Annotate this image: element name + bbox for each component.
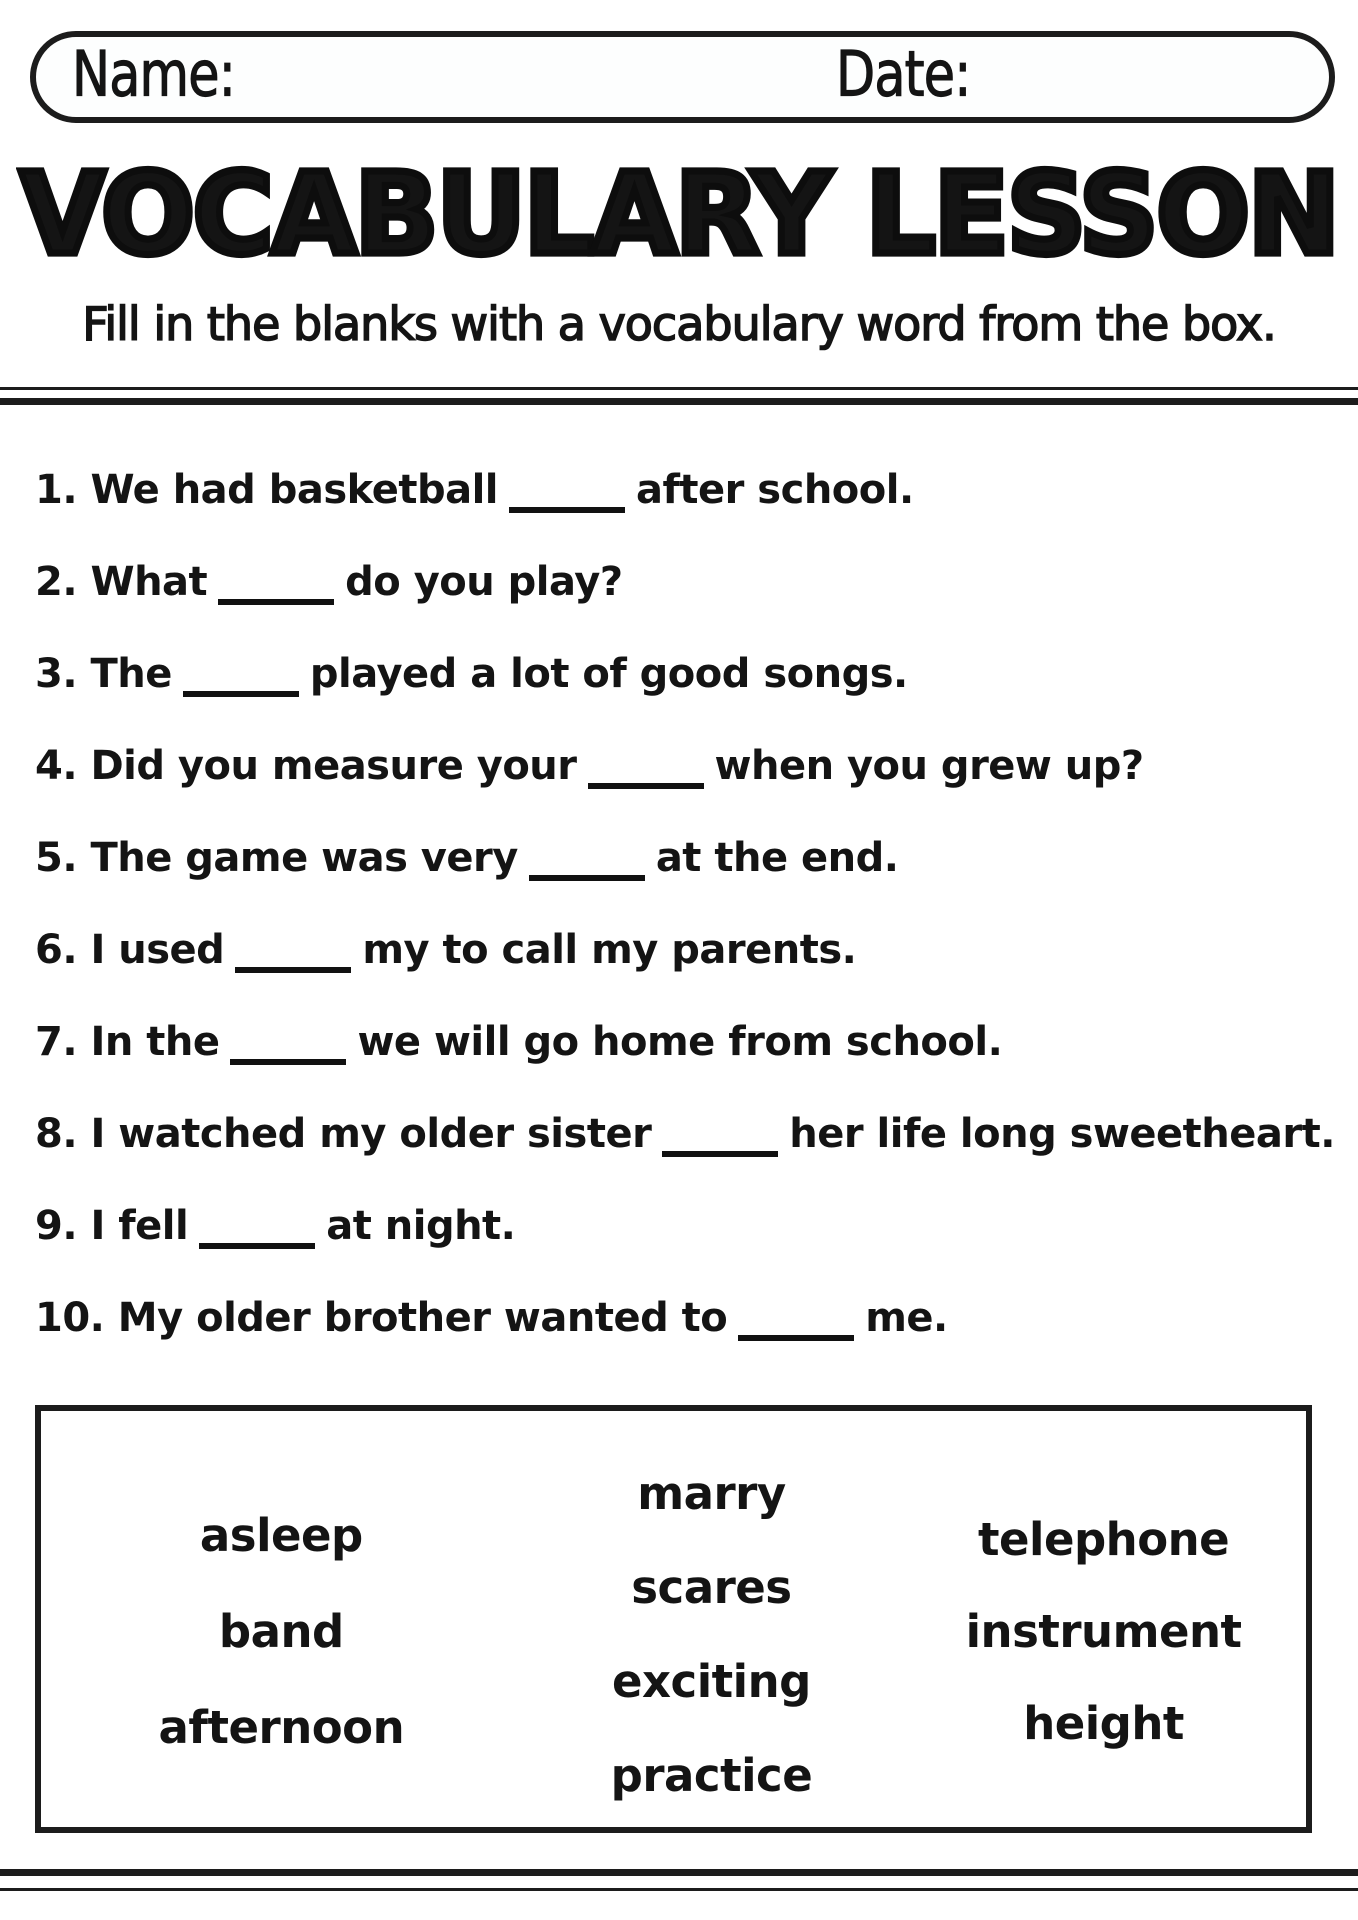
question-item-3 bbox=[35, 628, 1338, 720]
answer-blank[interactable] bbox=[199, 1219, 315, 1249]
question-text-after: my to call my parents. bbox=[362, 927, 857, 973]
question-text-before: 3. The bbox=[35, 651, 172, 697]
word-bank-word: marry bbox=[637, 1467, 786, 1520]
question-text-after: at night. bbox=[326, 1203, 516, 1249]
question-item-9 bbox=[35, 1180, 1338, 1272]
question-list bbox=[35, 444, 1338, 1364]
question-text-after: when you grew up? bbox=[714, 743, 1144, 789]
question-text-before: 7. In the bbox=[35, 1019, 220, 1065]
question-text-before: 6. I used bbox=[35, 927, 225, 973]
word-bank-word: afternoon bbox=[158, 1701, 405, 1754]
question-text-before: 8. I watched my older sister bbox=[35, 1111, 652, 1157]
answer-blank[interactable] bbox=[230, 1035, 346, 1065]
word-bank-column-1 bbox=[41, 1411, 522, 1827]
question-text-after: at the end. bbox=[655, 835, 899, 881]
word-bank-word: instrument bbox=[965, 1605, 1242, 1658]
answer-blank[interactable] bbox=[662, 1127, 778, 1157]
top-separator-thick-line bbox=[0, 398, 1358, 405]
answer-blank[interactable] bbox=[588, 759, 704, 789]
question-text-after: me. bbox=[865, 1295, 948, 1341]
top-separator-thin-line bbox=[0, 387, 1358, 390]
question-text-after: her life long sweetheart. bbox=[789, 1111, 1335, 1157]
answer-blank[interactable] bbox=[235, 943, 351, 973]
name-input-area[interactable] bbox=[246, 47, 806, 113]
question-item-8 bbox=[35, 1088, 1338, 1180]
question-item-7 bbox=[35, 996, 1338, 1088]
question-text-before: 9. I fell bbox=[35, 1203, 189, 1249]
question-text-before: 5. The game was very bbox=[35, 835, 518, 881]
question-item-5 bbox=[35, 812, 1338, 904]
word-bank-column-2 bbox=[522, 1411, 902, 1827]
question-text-before: 1. We had basketball bbox=[35, 467, 498, 513]
question-item-10 bbox=[35, 1272, 1338, 1364]
question-item-4 bbox=[35, 720, 1338, 812]
word-bank-word: band bbox=[218, 1605, 344, 1658]
answer-blank[interactable] bbox=[738, 1311, 854, 1341]
worksheet-instructions: Fill in the blanks with a vocabulary word from the box. bbox=[82, 297, 1276, 351]
question-text-after: we will go home from school. bbox=[357, 1019, 1003, 1065]
word-bank-box bbox=[35, 1405, 1312, 1833]
question-text-after: after school. bbox=[636, 467, 914, 513]
question-text-before: 2. What bbox=[35, 559, 208, 605]
date-label: Date: bbox=[836, 37, 971, 111]
word-bank-word: height bbox=[1023, 1697, 1184, 1750]
answer-blank[interactable] bbox=[529, 851, 645, 881]
word-bank-word: exciting bbox=[612, 1655, 811, 1708]
word-bank-word: telephone bbox=[977, 1513, 1230, 1566]
answer-blank[interactable] bbox=[509, 483, 625, 513]
question-item-1 bbox=[35, 444, 1338, 536]
name-date-box bbox=[30, 31, 1335, 123]
question-text-before: 4. Did you measure your bbox=[35, 743, 577, 789]
worksheet-title: VOCABULARY LESSON bbox=[20, 148, 1338, 280]
bottom-separator-thin-line bbox=[0, 1888, 1358, 1891]
question-item-6 bbox=[35, 904, 1338, 996]
answer-blank[interactable] bbox=[183, 667, 299, 697]
word-bank-word: practice bbox=[610, 1749, 813, 1802]
question-text-after: played a lot of good songs. bbox=[309, 651, 908, 697]
question-item-2 bbox=[35, 536, 1338, 628]
name-label: Name: bbox=[72, 37, 236, 111]
date-input-area[interactable] bbox=[986, 47, 1316, 113]
word-bank-column-3 bbox=[901, 1411, 1306, 1827]
question-text-after: do you play? bbox=[345, 559, 623, 605]
answer-blank[interactable] bbox=[218, 575, 334, 605]
word-bank-word: asleep bbox=[199, 1509, 363, 1562]
question-text-before: 10. My older brother wanted to bbox=[35, 1295, 728, 1341]
word-bank-word: scares bbox=[631, 1561, 792, 1614]
bottom-separator-thick-line bbox=[0, 1869, 1358, 1876]
